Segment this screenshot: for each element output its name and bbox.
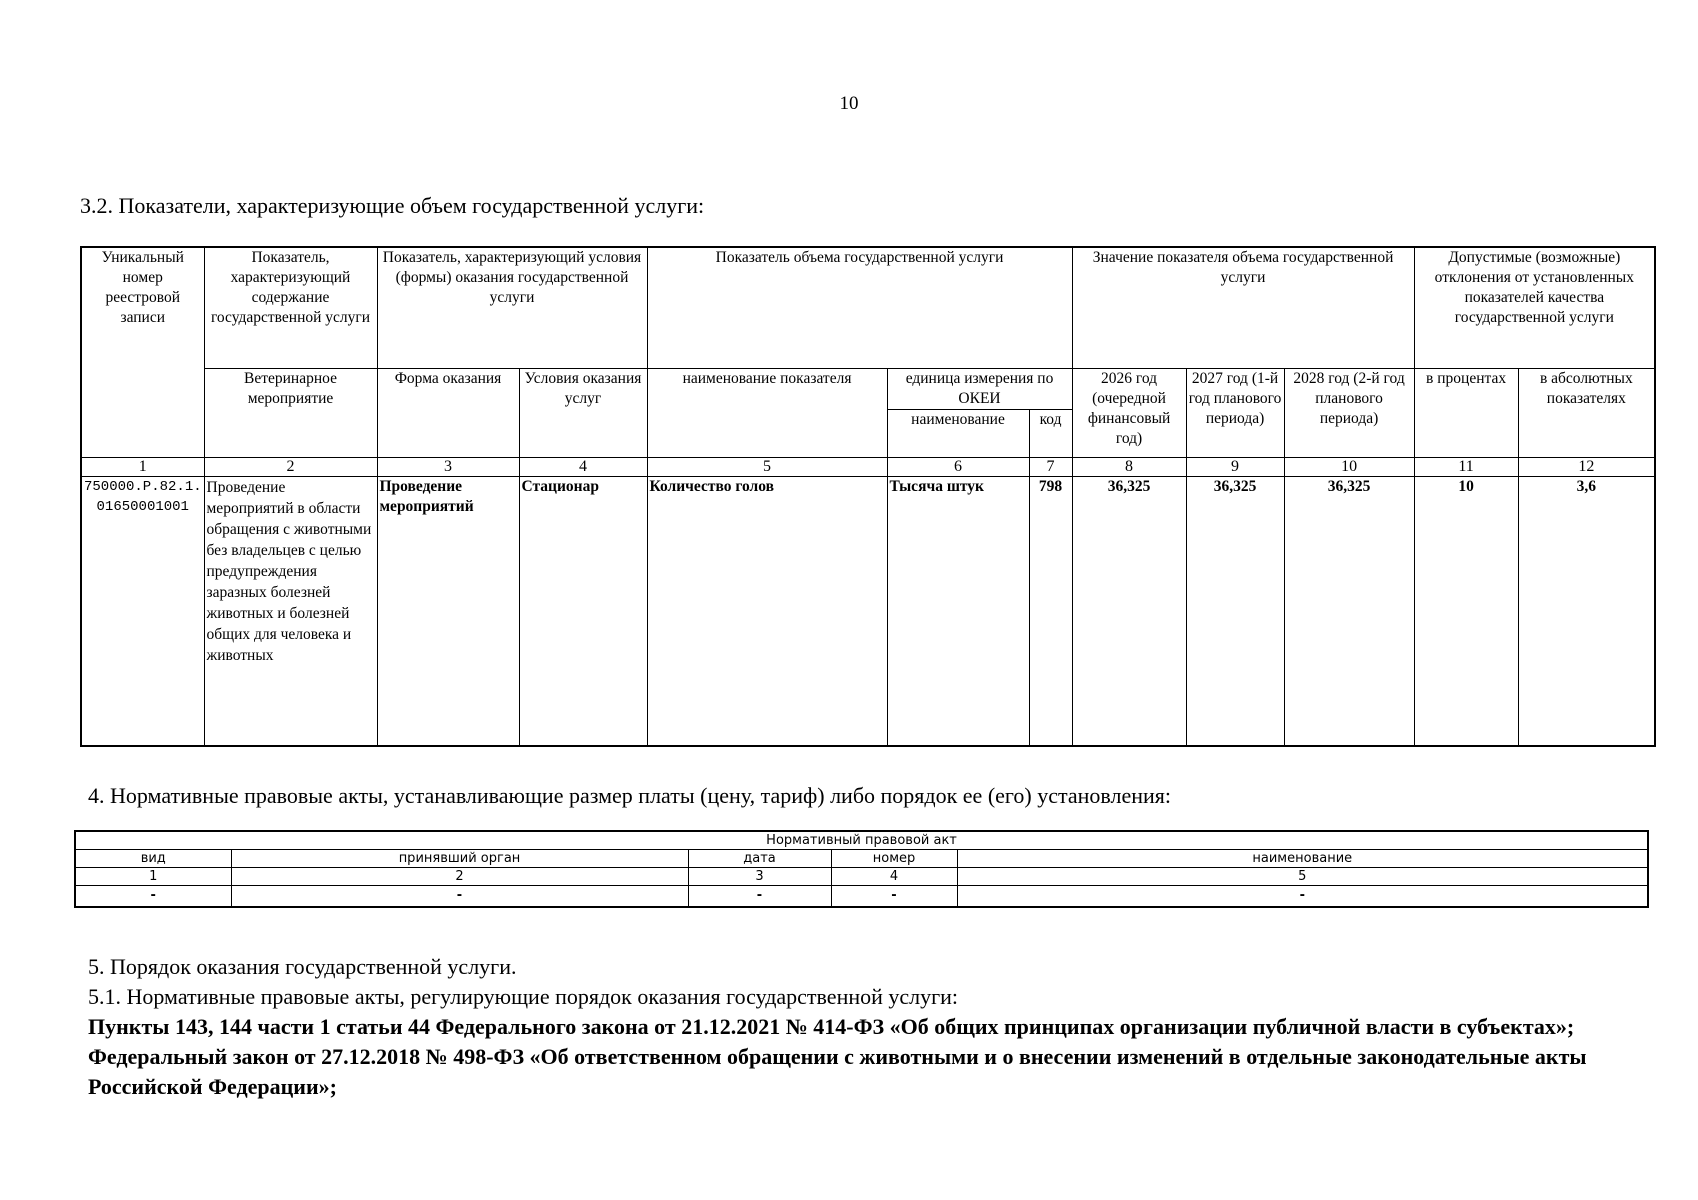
cell-vet-event: Проведение мероприятий в области обращения с животными без владельцев с целью предупреждения заразных болезней животных и болезней общих для человека и животных <box>204 477 377 747</box>
header-unit-code: код <box>1029 410 1072 458</box>
col-num: 5 <box>647 458 887 477</box>
cell-2027: 36,325 <box>1186 477 1284 747</box>
col-num: 10 <box>1284 458 1414 477</box>
col-num: 7 <box>1029 458 1072 477</box>
cell-unit-name: Тысяча штук <box>887 477 1029 747</box>
cell-date: - <box>688 886 831 908</box>
col-number: номер <box>831 850 957 868</box>
table-row <box>81 477 1655 747</box>
cell-name: - <box>957 886 1648 908</box>
cell-2026: 36,325 <box>1072 477 1186 747</box>
cell-2028: 36,325 <box>1284 477 1414 747</box>
col-num: 6 <box>887 458 1029 477</box>
col-num: 12 <box>1518 458 1655 477</box>
page-number: 10 <box>839 93 859 114</box>
legal-acts-table <box>74 830 1649 908</box>
col-num: 2 <box>231 868 688 886</box>
header-2026: 2026 год (очередной финансовый год) <box>1072 369 1186 458</box>
col-num: 2 <box>204 458 377 477</box>
col-num: 3 <box>688 868 831 886</box>
cell-registry: 750000.Р.82.1. 01650001001 <box>81 477 204 747</box>
col-num: 8 <box>1072 458 1186 477</box>
header-deviations: Допустимые (возможные) отклонения от установленных показателей качества государственной услуги <box>1414 247 1655 369</box>
col-num: 3 <box>377 458 519 477</box>
cell-authority: - <box>231 886 688 908</box>
header-2028: 2028 год (2-й год планового периода) <box>1284 369 1414 458</box>
section-4-title: 4. Нормативные правовые акты, устанавливающие размер платы (цену, тариф) либо порядок ее (его) установления: <box>88 783 1172 808</box>
col-num: 4 <box>519 458 647 477</box>
col-authority: принявший орган <box>231 850 688 868</box>
header-absolute: в абсолютных показателях <box>1518 369 1655 458</box>
section-5-title: 5. Порядок оказания государственной услуги. <box>88 954 517 979</box>
volume-indicators-table <box>80 246 1656 747</box>
header-volume-value: Значение показателя объема государственной услуги <box>1072 247 1414 369</box>
header-volume-indicator: Показатель объема государственной услуги <box>647 247 1072 369</box>
header-unit: единица измерения по ОКЕИ <box>887 369 1072 410</box>
cell-absolute: 3,6 <box>1518 477 1655 747</box>
header-row-1 <box>81 247 1655 369</box>
section-3-2-title: 3.2. Показатели, характеризующие объем государственной услуги: <box>80 193 705 218</box>
legal-act-line-1: Пункты 143, 144 части 1 статьи 44 Федерального закона от 21.12.2021 № 414-ФЗ «Об общих принципах организации публичной власти в субъектах»; <box>88 1014 1575 1039</box>
col-date: дата <box>688 850 831 868</box>
table-row <box>75 886 1648 908</box>
col-num: 11 <box>1414 458 1518 477</box>
header-conditions: Условия оказания услуг <box>519 369 647 458</box>
header-vet-event: Ветеринарное мероприятие <box>204 369 377 458</box>
cell-indicator-name: Количество голов <box>647 477 887 747</box>
legal-act-line-2: Федеральный закон от 27.12.2018 № 498-ФЗ «Об ответственном обращении с животными и о внесении изменений в отдельные законодательные акты Российской Федерации»; <box>88 1044 1587 1099</box>
header-unit-name: наименование <box>887 410 1029 458</box>
col-num: 4 <box>831 868 957 886</box>
column-numbers-row <box>81 458 1655 477</box>
legal-act-header: Нормативный правовой акт <box>75 831 1648 850</box>
cell-number: - <box>831 886 957 908</box>
section-5-1-title: 5.1. Нормативные правовые акты, регулирующие порядок оказания государственной услуги: <box>88 984 959 1009</box>
col-name: наименование <box>957 850 1648 868</box>
legal-acts-columns-row <box>75 850 1648 868</box>
header-row-2 <box>81 369 1655 410</box>
cell-form: Проведение мероприятий <box>377 477 519 747</box>
header-registry: Уникальный номер реестровой записи <box>81 247 204 458</box>
header-2027: 2027 год (1-й год планового периода) <box>1186 369 1284 458</box>
legal-acts-header-row <box>75 831 1648 850</box>
col-num: 5 <box>957 868 1648 886</box>
section-5 <box>88 952 1668 1102</box>
header-percent: в процентах <box>1414 369 1518 458</box>
col-type: вид <box>75 850 231 868</box>
cell-percent: 10 <box>1414 477 1518 747</box>
legal-acts-numbers-row <box>75 868 1648 886</box>
header-conditions-indicator: Показатель, характеризующий условия (формы) оказания государственной услуги <box>377 247 647 369</box>
col-num: 1 <box>81 458 204 477</box>
cell-unit-code: 798 <box>1029 477 1072 747</box>
header-form: Форма оказания <box>377 369 519 458</box>
col-num: 9 <box>1186 458 1284 477</box>
cell-conditions: Стационар <box>519 477 647 747</box>
col-num: 1 <box>75 868 231 886</box>
header-indicator-name: наименование показателя <box>647 369 887 458</box>
cell-type: - <box>75 886 231 908</box>
header-content-indicator: Показатель, характеризующий содержание государственной услуги <box>204 247 377 369</box>
